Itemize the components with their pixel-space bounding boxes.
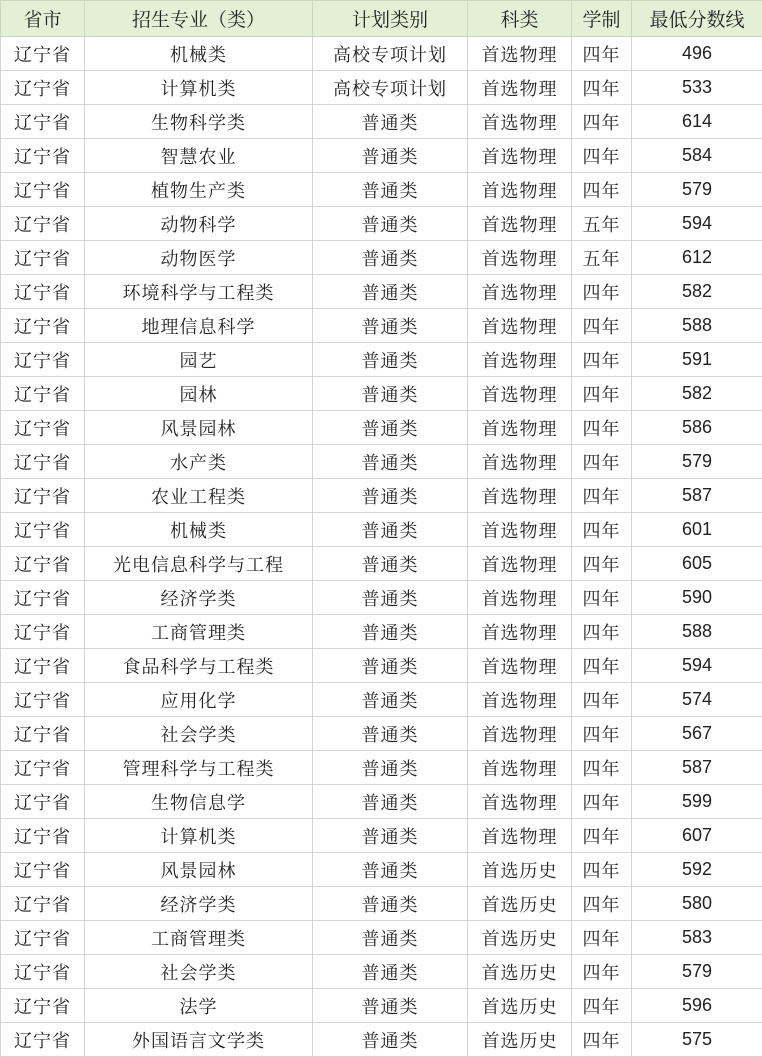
subject-cell: 首选物理 [468, 37, 572, 71]
plan-type-cell: 普通类 [313, 207, 468, 241]
province-cell: 辽宁省 [1, 989, 85, 1023]
table-row [1, 887, 762, 921]
min-score-cell: 587 [632, 479, 762, 513]
min-score-cell: 592 [632, 853, 762, 887]
plan-type-cell: 高校专项计划 [313, 71, 468, 105]
province-cell: 辽宁省 [1, 819, 85, 853]
min-score-cell: 586 [632, 411, 762, 445]
duration-cell: 四年 [572, 581, 632, 615]
major-cell: 水产类 [85, 445, 313, 479]
plan-type-cell: 普通类 [313, 887, 468, 921]
min-score-cell: 588 [632, 309, 762, 343]
duration-cell: 四年 [572, 173, 632, 207]
table-row [1, 343, 762, 377]
major-cell: 社会学类 [85, 955, 313, 989]
major-cell: 食品科学与工程类 [85, 649, 313, 683]
min-score-cell: 533 [632, 71, 762, 105]
min-score-cell: 596 [632, 989, 762, 1023]
plan-type-cell: 普通类 [313, 275, 468, 309]
table-row [1, 989, 762, 1023]
major-cell: 工商管理类 [85, 921, 313, 955]
plan-type-cell: 普通类 [313, 241, 468, 275]
plan-type-cell: 普通类 [313, 547, 468, 581]
table-row [1, 683, 762, 717]
plan-type-cell: 普通类 [313, 989, 468, 1023]
min-score-cell: 590 [632, 581, 762, 615]
major-cell: 生物信息学 [85, 785, 313, 819]
duration-cell: 四年 [572, 105, 632, 139]
min-score-cell: 594 [632, 207, 762, 241]
province-cell: 辽宁省 [1, 649, 85, 683]
min-score-cell: 579 [632, 955, 762, 989]
min-score-cell: 584 [632, 139, 762, 173]
major-cell: 法学 [85, 989, 313, 1023]
major-cell: 地理信息科学 [85, 309, 313, 343]
header-min-score: 最低分数线 [632, 1, 762, 37]
province-cell: 辽宁省 [1, 411, 85, 445]
table-row [1, 241, 762, 275]
subject-cell: 首选物理 [468, 581, 572, 615]
major-cell: 光电信息科学与工程 [85, 547, 313, 581]
duration-cell: 四年 [572, 71, 632, 105]
major-cell: 工商管理类 [85, 615, 313, 649]
duration-cell: 四年 [572, 955, 632, 989]
duration-cell: 四年 [572, 411, 632, 445]
major-cell: 机械类 [85, 513, 313, 547]
table-row [1, 819, 762, 853]
header-subject: 科类 [468, 1, 572, 37]
province-cell: 辽宁省 [1, 581, 85, 615]
subject-cell: 首选物理 [468, 377, 572, 411]
plan-type-cell: 普通类 [313, 139, 468, 173]
min-score-cell: 574 [632, 683, 762, 717]
plan-type-cell: 普通类 [313, 309, 468, 343]
major-cell: 动物科学 [85, 207, 313, 241]
subject-cell: 首选物理 [468, 241, 572, 275]
subject-cell: 首选物理 [468, 513, 572, 547]
major-cell: 环境科学与工程类 [85, 275, 313, 309]
min-score-cell: 607 [632, 819, 762, 853]
duration-cell: 四年 [572, 989, 632, 1023]
duration-cell: 四年 [572, 853, 632, 887]
province-cell: 辽宁省 [1, 717, 85, 751]
province-cell: 辽宁省 [1, 377, 85, 411]
province-cell: 辽宁省 [1, 853, 85, 887]
subject-cell: 首选物理 [468, 683, 572, 717]
header-plan-type: 计划类别 [313, 1, 468, 37]
major-cell: 智慧农业 [85, 139, 313, 173]
province-cell: 辽宁省 [1, 105, 85, 139]
min-score-cell: 594 [632, 649, 762, 683]
table-row [1, 751, 762, 785]
plan-type-cell: 普通类 [313, 819, 468, 853]
major-cell: 计算机类 [85, 819, 313, 853]
province-cell: 辽宁省 [1, 615, 85, 649]
duration-cell: 四年 [572, 649, 632, 683]
province-cell: 辽宁省 [1, 955, 85, 989]
subject-cell: 首选物理 [468, 139, 572, 173]
min-score-cell: 588 [632, 615, 762, 649]
min-score-cell: 601 [632, 513, 762, 547]
table-row [1, 615, 762, 649]
table-row [1, 377, 762, 411]
subject-cell: 首选物理 [468, 309, 572, 343]
min-score-cell: 605 [632, 547, 762, 581]
min-score-cell: 614 [632, 105, 762, 139]
province-cell: 辽宁省 [1, 751, 85, 785]
province-cell: 辽宁省 [1, 343, 85, 377]
major-cell: 计算机类 [85, 71, 313, 105]
duration-cell: 四年 [572, 445, 632, 479]
duration-cell: 四年 [572, 751, 632, 785]
subject-cell: 首选物理 [468, 547, 572, 581]
table-body [1, 37, 762, 1057]
major-cell: 机械类 [85, 37, 313, 71]
plan-type-cell: 普通类 [313, 479, 468, 513]
table-row [1, 139, 762, 173]
plan-type-cell: 普通类 [313, 921, 468, 955]
major-cell: 园艺 [85, 343, 313, 377]
table-row [1, 105, 762, 139]
major-cell: 风景园林 [85, 853, 313, 887]
province-cell: 辽宁省 [1, 785, 85, 819]
subject-cell: 首选物理 [468, 717, 572, 751]
duration-cell: 四年 [572, 377, 632, 411]
subject-cell: 首选物理 [468, 105, 572, 139]
plan-type-cell: 普通类 [313, 1023, 468, 1057]
duration-cell: 五年 [572, 241, 632, 275]
province-cell: 辽宁省 [1, 173, 85, 207]
major-cell: 动物医学 [85, 241, 313, 275]
province-cell: 辽宁省 [1, 37, 85, 71]
province-cell: 辽宁省 [1, 71, 85, 105]
table-row [1, 173, 762, 207]
duration-cell: 四年 [572, 309, 632, 343]
subject-cell: 首选历史 [468, 1023, 572, 1057]
table-row [1, 921, 762, 955]
table-row [1, 445, 762, 479]
subject-cell: 首选物理 [468, 343, 572, 377]
province-cell: 辽宁省 [1, 513, 85, 547]
province-cell: 辽宁省 [1, 683, 85, 717]
subject-cell: 首选物理 [468, 751, 572, 785]
min-score-cell: 580 [632, 887, 762, 921]
subject-cell: 首选物理 [468, 819, 572, 853]
plan-type-cell: 普通类 [313, 343, 468, 377]
min-score-cell: 579 [632, 173, 762, 207]
min-score-cell: 599 [632, 785, 762, 819]
major-cell: 应用化学 [85, 683, 313, 717]
plan-type-cell: 普通类 [313, 513, 468, 547]
min-score-cell: 582 [632, 275, 762, 309]
subject-cell: 首选历史 [468, 853, 572, 887]
province-cell: 辽宁省 [1, 887, 85, 921]
province-cell: 辽宁省 [1, 241, 85, 275]
major-cell: 园林 [85, 377, 313, 411]
subject-cell: 首选历史 [468, 955, 572, 989]
province-cell: 辽宁省 [1, 139, 85, 173]
plan-type-cell: 普通类 [313, 105, 468, 139]
subject-cell: 首选物理 [468, 411, 572, 445]
plan-type-cell: 普通类 [313, 411, 468, 445]
plan-type-cell: 普通类 [313, 445, 468, 479]
duration-cell: 四年 [572, 819, 632, 853]
plan-type-cell: 普通类 [313, 615, 468, 649]
table-row [1, 37, 762, 71]
header-major: 招生专业（类） [85, 1, 313, 37]
major-cell: 植物生产类 [85, 173, 313, 207]
subject-cell: 首选物理 [468, 445, 572, 479]
subject-cell: 首选物理 [468, 479, 572, 513]
table-row [1, 1023, 762, 1057]
duration-cell: 五年 [572, 207, 632, 241]
table-row [1, 309, 762, 343]
plan-type-cell: 普通类 [313, 377, 468, 411]
province-cell: 辽宁省 [1, 207, 85, 241]
subject-cell: 首选物理 [468, 207, 572, 241]
plan-type-cell: 普通类 [313, 853, 468, 887]
table-row [1, 955, 762, 989]
plan-type-cell: 高校专项计划 [313, 37, 468, 71]
major-cell: 农业工程类 [85, 479, 313, 513]
min-score-cell: 575 [632, 1023, 762, 1057]
duration-cell: 四年 [572, 275, 632, 309]
header-province: 省市 [1, 1, 85, 37]
table-row [1, 785, 762, 819]
min-score-cell: 591 [632, 343, 762, 377]
plan-type-cell: 普通类 [313, 683, 468, 717]
province-cell: 辽宁省 [1, 275, 85, 309]
major-cell: 生物科学类 [85, 105, 313, 139]
plan-type-cell: 普通类 [313, 649, 468, 683]
table-row [1, 479, 762, 513]
header-duration: 学制 [572, 1, 632, 37]
plan-type-cell: 普通类 [313, 955, 468, 989]
min-score-cell: 582 [632, 377, 762, 411]
duration-cell: 四年 [572, 343, 632, 377]
duration-cell: 四年 [572, 37, 632, 71]
table-row [1, 275, 762, 309]
min-score-cell: 587 [632, 751, 762, 785]
table-row [1, 71, 762, 105]
table-row [1, 513, 762, 547]
major-cell: 经济学类 [85, 887, 313, 921]
province-cell: 辽宁省 [1, 309, 85, 343]
major-cell: 经济学类 [85, 581, 313, 615]
subject-cell: 首选物理 [468, 649, 572, 683]
duration-cell: 四年 [572, 1023, 632, 1057]
plan-type-cell: 普通类 [313, 785, 468, 819]
table-row [1, 581, 762, 615]
major-cell: 外国语言文学类 [85, 1023, 313, 1057]
duration-cell: 四年 [572, 887, 632, 921]
duration-cell: 四年 [572, 615, 632, 649]
duration-cell: 四年 [572, 683, 632, 717]
duration-cell: 四年 [572, 547, 632, 581]
duration-cell: 四年 [572, 139, 632, 173]
subject-cell: 首选物理 [468, 785, 572, 819]
subject-cell: 首选物理 [468, 71, 572, 105]
table-row [1, 547, 762, 581]
province-cell: 辽宁省 [1, 479, 85, 513]
min-score-cell: 612 [632, 241, 762, 275]
min-score-cell: 579 [632, 445, 762, 479]
subject-cell: 首选历史 [468, 989, 572, 1023]
plan-type-cell: 普通类 [313, 581, 468, 615]
duration-cell: 四年 [572, 785, 632, 819]
subject-cell: 首选物理 [468, 615, 572, 649]
major-cell: 社会学类 [85, 717, 313, 751]
subject-cell: 首选物理 [468, 275, 572, 309]
plan-type-cell: 普通类 [313, 173, 468, 207]
plan-type-cell: 普通类 [313, 751, 468, 785]
plan-type-cell: 普通类 [313, 717, 468, 751]
subject-cell: 首选历史 [468, 887, 572, 921]
min-score-cell: 496 [632, 37, 762, 71]
province-cell: 辽宁省 [1, 445, 85, 479]
duration-cell: 四年 [572, 921, 632, 955]
major-cell: 管理科学与工程类 [85, 751, 313, 785]
duration-cell: 四年 [572, 717, 632, 751]
major-cell: 风景园林 [85, 411, 313, 445]
province-cell: 辽宁省 [1, 921, 85, 955]
subject-cell: 首选物理 [468, 173, 572, 207]
subject-cell: 首选历史 [468, 921, 572, 955]
table-row [1, 717, 762, 751]
table-row [1, 649, 762, 683]
min-score-cell: 583 [632, 921, 762, 955]
table-row [1, 207, 762, 241]
min-score-cell: 567 [632, 717, 762, 751]
header-row [1, 1, 762, 37]
table-row [1, 853, 762, 887]
province-cell: 辽宁省 [1, 1023, 85, 1057]
duration-cell: 四年 [572, 479, 632, 513]
table-row [1, 411, 762, 445]
province-cell: 辽宁省 [1, 547, 85, 581]
duration-cell: 四年 [572, 513, 632, 547]
